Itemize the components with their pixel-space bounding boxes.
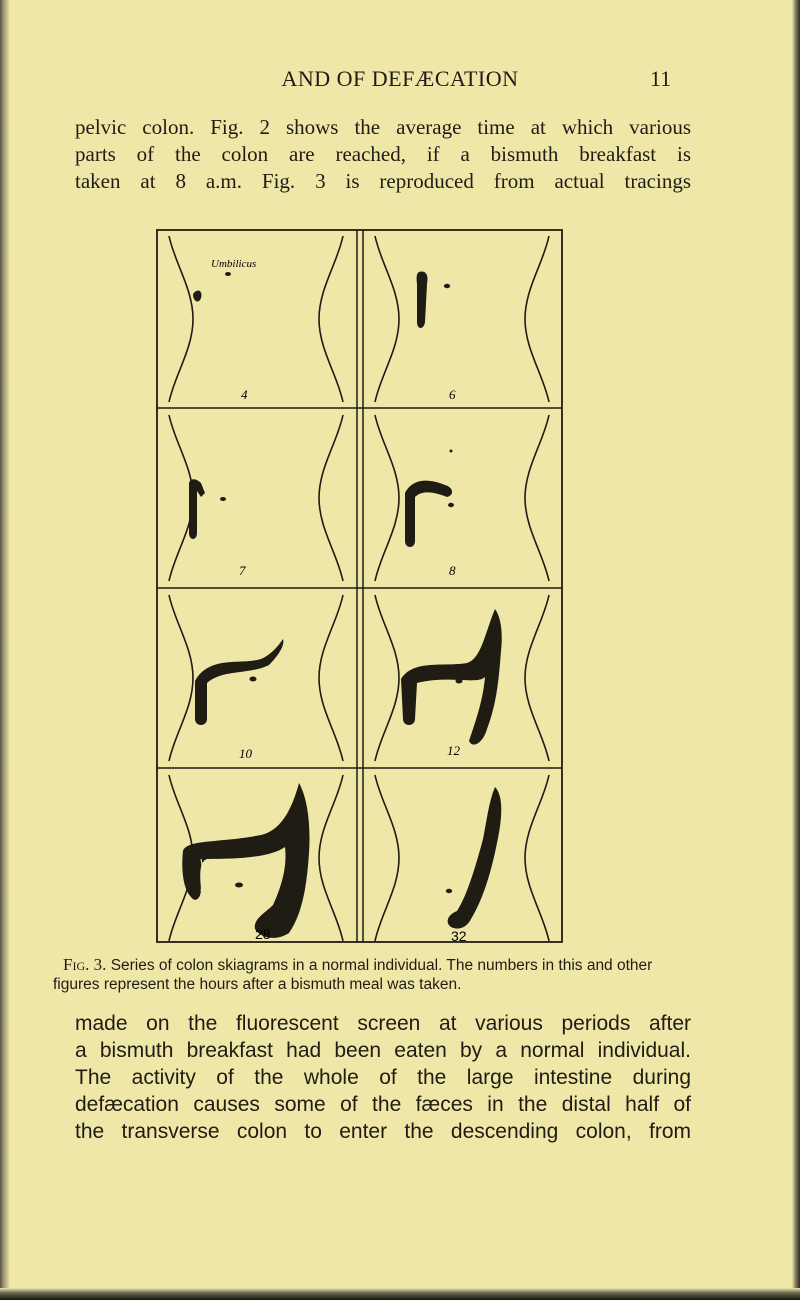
paragraph-top-text <box>75 114 691 195</box>
panel-label-32: 32 <box>451 928 467 944</box>
text-line: pelvic colon. Fig. 2 shows the average time at which various <box>75 115 691 139</box>
bismuth-shadow <box>405 481 452 547</box>
panel-28 <box>169 775 343 942</box>
running-head: AND OF DEFÆCATION <box>281 66 519 91</box>
page-edge-right <box>792 0 800 1300</box>
bismuth-shadow <box>448 787 502 929</box>
text-line: parts of the colon are reached, if a bismuth breakfast is <box>75 142 691 166</box>
text-line: made on the fluorescent screen at various periods after <box>75 1012 691 1035</box>
panel-label-7: 7 <box>239 563 246 578</box>
page-number: 11 <box>650 66 672 91</box>
umbilicus-marker <box>220 497 226 501</box>
figure-caption <box>53 955 698 994</box>
text-line: a bismuth breakfast had been eaten by a normal individual. <box>75 1039 691 1062</box>
umbilicus-marker <box>225 272 231 276</box>
bismuth-shadow <box>189 479 205 539</box>
caption-text: Series of colon skiagrams in a normal individual. The numbers in this and other figures represent the hours after a bismuth meal was taken. <box>53 957 653 993</box>
panel-10 <box>169 595 343 761</box>
umbilicus-label: Umbilicus <box>211 258 257 270</box>
bismuth-shadow <box>195 639 283 725</box>
text-line: the transverse colon to enter the descending colon, from <box>75 1120 691 1143</box>
panel-label-28: 28 <box>255 926 271 942</box>
caption-label: Fig. 3. <box>63 955 107 974</box>
umbilicus-marker <box>235 883 243 888</box>
panel-label-6: 6 <box>449 387 456 402</box>
panel-8 <box>375 415 549 581</box>
text-line: taken at 8 a.m. Fig. 3 is reproduced from actual tracings <box>75 169 691 193</box>
panel-6 <box>375 236 549 402</box>
figure-frame <box>157 230 562 942</box>
bismuth-shadow <box>193 291 201 302</box>
panel-4 <box>169 236 343 402</box>
panel-label-4: 4 <box>241 387 248 402</box>
umbilicus-marker <box>444 284 450 288</box>
panel-32 <box>375 775 549 944</box>
panel-label-10: 10 <box>239 746 252 761</box>
umbilicus-marker <box>446 889 452 893</box>
text-line: The activity of the whole of the large intestine during <box>75 1066 691 1089</box>
bismuth-shadow <box>417 272 428 329</box>
umbilicus-marker <box>456 679 463 684</box>
paragraph-bottom <box>75 1010 691 1145</box>
umbilicus-marker <box>250 677 257 682</box>
bismuth-shadow <box>401 609 502 745</box>
page-edge-bottom <box>0 1288 800 1300</box>
panel-7 <box>169 415 343 581</box>
text-line: defæcation causes some of the fæces in the distal half of <box>75 1093 691 1116</box>
page-edge-left <box>0 0 10 1300</box>
colon-skiagram-figure <box>155 228 570 948</box>
panel-label-8: 8 <box>449 563 456 578</box>
panel-label-12: 12 <box>447 743 460 758</box>
panel-12 <box>375 595 549 761</box>
umbilicus-marker <box>448 503 454 507</box>
